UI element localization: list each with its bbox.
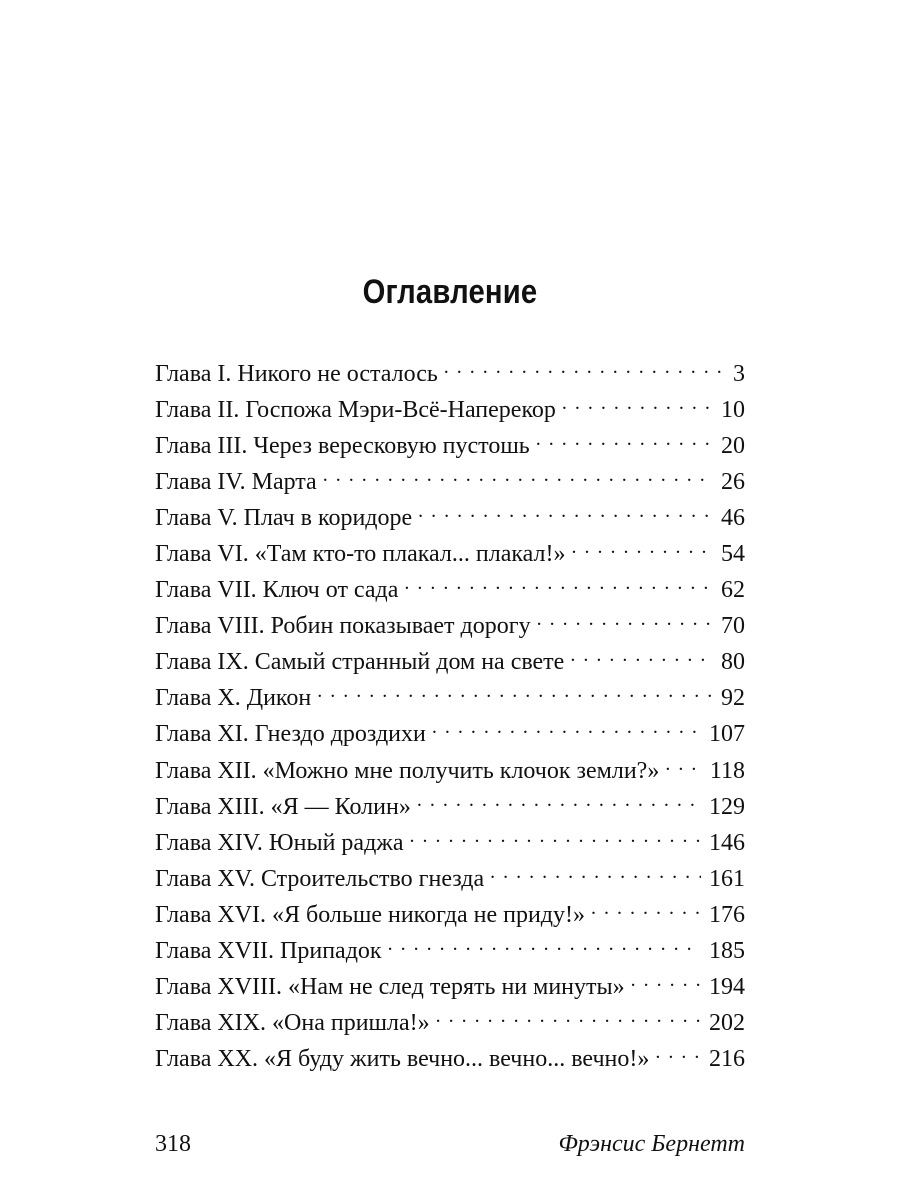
- toc-dot-leader: [665, 758, 702, 778]
- toc-chapter-title: Глава V. Плач в коридоре: [155, 505, 413, 532]
- toc-chapter-title: Глава VII. Ключ от сада: [155, 577, 399, 604]
- toc-entry: [155, 464, 745, 500]
- toc-dot-leader: [591, 902, 701, 922]
- toc-entry: [155, 572, 745, 608]
- toc-entry: [155, 644, 745, 680]
- toc-page-number: 118: [709, 757, 745, 784]
- toc-dot-leader: [417, 794, 701, 814]
- toc-entry: [155, 392, 745, 428]
- toc-page-number: 20: [721, 433, 745, 460]
- toc-dot-leader: [490, 866, 701, 886]
- toc-entry: [155, 753, 745, 789]
- toc-page-number: 161: [709, 865, 745, 892]
- toc-page-number: 92: [721, 685, 745, 712]
- running-footer-author: Фрэнсис Бернетт: [558, 1131, 745, 1157]
- toc-dot-leader: [432, 721, 701, 741]
- toc-page-number: 46: [721, 505, 745, 532]
- toc-entry: [155, 1005, 745, 1041]
- toc-dot-leader: [655, 1046, 701, 1066]
- toc-page-number: 80: [721, 649, 745, 676]
- page-title: Оглавление: [362, 272, 538, 311]
- toc-chapter-title: Глава XV. Строительство гнезда: [155, 865, 485, 892]
- toc-dot-leader: [571, 541, 713, 561]
- toc-entry: [155, 789, 745, 825]
- toc-dot-leader: [444, 361, 725, 381]
- toc-entry: [155, 897, 745, 933]
- toc-entry: [155, 356, 745, 392]
- toc-dot-leader: [537, 613, 713, 633]
- toc-chapter-title: Глава II. Госпожа Мэри-Всё-Наперекор: [155, 397, 556, 424]
- toc-page-number: 107: [709, 721, 745, 748]
- toc-chapter-title: Глава IX. Самый странный дом на свете: [155, 649, 565, 676]
- toc-entry: [155, 608, 745, 644]
- toc-chapter-title: Глава XIX. «Она пришла!»: [155, 1009, 430, 1036]
- toc-page-number: 3: [733, 361, 745, 387]
- toc-chapter-title: Глава XX. «Я буду жить вечно... вечно... вечно!»: [155, 1045, 650, 1072]
- toc-entry: [155, 969, 745, 1005]
- toc-dot-leader: [404, 577, 713, 597]
- toc-dot-leader: [536, 433, 713, 453]
- table-of-contents: [155, 356, 745, 1077]
- toc-page-number: 176: [709, 901, 745, 928]
- toc-page-number: 10: [721, 397, 745, 424]
- toc-page-number: 54: [721, 541, 745, 568]
- toc-dot-leader: [410, 830, 701, 850]
- toc-chapter-title: Глава VI. «Там кто-то плакал... плакал!»: [155, 541, 566, 568]
- toc-entry: [155, 680, 745, 716]
- toc-chapter-title: Глава VIII. Робин показывает дорогу: [155, 613, 531, 640]
- toc-page-number: 62: [721, 577, 745, 604]
- toc-dot-leader: [388, 938, 701, 958]
- toc-entry: [155, 500, 745, 536]
- page-number: 318: [155, 1131, 191, 1157]
- toc-dot-leader: [323, 469, 713, 489]
- toc-dot-leader: [418, 505, 713, 525]
- toc-chapter-title: Глава I. Никого не осталось: [155, 361, 438, 387]
- toc-chapter-title: Глава X. Дикон: [155, 685, 312, 712]
- toc-entry: [155, 1041, 745, 1077]
- toc-dot-leader: [317, 685, 713, 705]
- toc-chapter-title: Глава XI. Гнездо дроздихи: [155, 721, 426, 748]
- toc-chapter-title: Глава XVIII. «Нам не след терять ни минуты»: [155, 973, 625, 1000]
- toc-entry: [155, 716, 745, 752]
- toc-chapter-title: Глава IV. Марта: [155, 469, 317, 496]
- toc-page-number: 70: [721, 613, 745, 640]
- toc-page-number: 129: [709, 793, 745, 820]
- toc-dot-leader: [570, 649, 713, 669]
- toc-page-number: 185: [709, 937, 745, 964]
- toc-page-number: 216: [709, 1045, 745, 1072]
- toc-entry: [155, 861, 745, 897]
- toc-page-number: 26: [721, 469, 745, 496]
- toc-entry: [155, 933, 745, 969]
- toc-chapter-title: Глава XII. «Можно мне получить клочок земли?»: [155, 757, 660, 784]
- toc-entry: [155, 536, 745, 572]
- toc-entry: [155, 825, 745, 861]
- toc-chapter-title: Глава XVII. Припадок: [155, 937, 382, 964]
- toc-chapter-title: Глава III. Через вересковую пустошь: [155, 433, 530, 460]
- toc-chapter-title: Глава XVI. «Я больше никогда не приду!»: [155, 901, 586, 928]
- toc-page-number: 194: [709, 973, 745, 1000]
- toc-entry: [155, 428, 745, 464]
- toc-page-number: 146: [709, 829, 745, 856]
- toc-page-number: 202: [709, 1009, 745, 1036]
- toc-dot-leader: [562, 397, 713, 417]
- toc-dot-leader: [436, 1010, 701, 1030]
- toc-dot-leader: [631, 974, 701, 994]
- toc-chapter-title: Глава XIV. Юный раджа: [155, 829, 404, 856]
- toc-chapter-title: Глава XIII. «Я — Колин»: [155, 793, 411, 820]
